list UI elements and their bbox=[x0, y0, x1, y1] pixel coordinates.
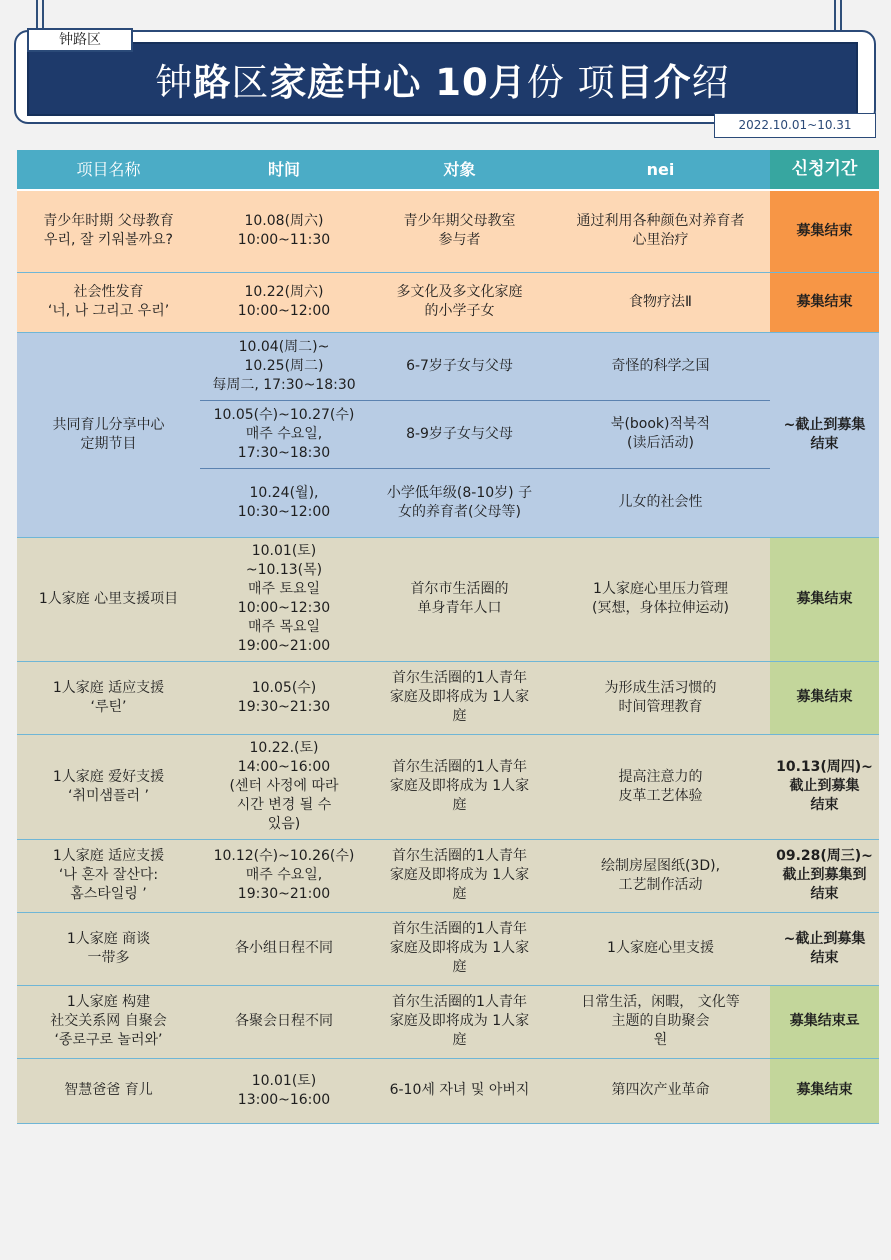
application-period-cell-line: ~截止到募集 bbox=[783, 416, 866, 433]
column-header-name: 项目名称 bbox=[17, 150, 200, 190]
program-target-cell-line: 庭 bbox=[452, 886, 467, 902]
frame-line-left-outer bbox=[36, 0, 38, 30]
program-content-cell-line: 儿女的社会性 bbox=[618, 494, 703, 510]
application-period-cell bbox=[770, 537, 879, 661]
application-period-cell bbox=[770, 734, 879, 839]
program-time-cell-line: 시간 변경 될 수 bbox=[236, 797, 332, 813]
program-content-cell-line: 心里治疗 bbox=[632, 232, 689, 249]
program-time-cell bbox=[200, 468, 368, 537]
program-time-cell-line: 13:00~16:00 bbox=[237, 1091, 331, 1108]
program-time-cell bbox=[200, 332, 368, 400]
program-content-cell-line: 日常生活，闲暇， 文化等 bbox=[581, 994, 740, 1010]
program-time-cell-line: 매주 수요일, bbox=[245, 425, 323, 442]
program-content-cell bbox=[551, 734, 770, 839]
frame-line-right-inner bbox=[840, 0, 842, 30]
application-period-cell-line: 募集结束 bbox=[796, 590, 853, 607]
program-content-cell-line: 为形成生活习惯的 bbox=[604, 679, 717, 696]
program-name-cell-line: ‘종로구로 놀러와’ bbox=[54, 1032, 163, 1048]
program-content-cell-line: 通过利用各种颜色对养育者 bbox=[576, 213, 745, 230]
table-row bbox=[17, 332, 879, 400]
title-part: 钟 bbox=[155, 61, 194, 104]
program-target-cell bbox=[368, 272, 551, 332]
table-row bbox=[17, 537, 879, 661]
program-content-cell-line: 工艺制作活动 bbox=[618, 876, 703, 893]
program-time-cell-line: 10:00~12:00 bbox=[237, 303, 331, 319]
frame-line-left-inner bbox=[42, 0, 44, 30]
program-time-cell-line: 各聚会日程不同 bbox=[235, 1013, 333, 1029]
program-content-cell-line: 奇怪的科学之国 bbox=[611, 357, 710, 374]
title-part: 绍 bbox=[691, 61, 730, 104]
program-target-cell-line: 青少年期父母教室 bbox=[403, 213, 516, 230]
program-content-cell-line: 主题的自助聚会 bbox=[611, 1013, 710, 1029]
program-name-cell bbox=[17, 332, 200, 537]
table-row bbox=[17, 912, 879, 985]
table-row bbox=[17, 1058, 879, 1123]
program-content-cell bbox=[551, 190, 770, 272]
program-time-cell-line: 10:30~12:00 bbox=[237, 503, 331, 520]
program-time-cell-line: 10.24(월), bbox=[249, 484, 319, 501]
program-content-cell bbox=[551, 400, 770, 468]
program-target-cell-line: 首尔生活圈的1人青年 bbox=[392, 994, 527, 1010]
program-content-cell bbox=[551, 537, 770, 661]
program-target-cell-line: 小学低年级(8-10岁) 子 bbox=[386, 484, 533, 501]
program-content-cell bbox=[551, 985, 770, 1058]
program-content-cell bbox=[551, 272, 770, 332]
application-period-cell bbox=[770, 332, 879, 537]
program-target-cell-line: 8-9岁子女与父母 bbox=[406, 425, 513, 442]
application-period-cell-line: 10.13(周四)~ bbox=[776, 759, 873, 775]
program-time-cell-line: 10.08(周六) bbox=[244, 213, 324, 230]
program-time-cell-line: ~10.13(목) bbox=[245, 562, 323, 578]
program-content-cell bbox=[551, 1058, 770, 1123]
program-content-cell-line: 1人家庭心里支援 bbox=[607, 940, 714, 956]
program-name-cell-line: 定期节目 bbox=[80, 435, 137, 452]
application-period-cell-line: 募集结束 bbox=[796, 689, 853, 705]
title-part: 路 bbox=[193, 61, 232, 104]
program-time-cell-line: 10.22.(토) bbox=[249, 740, 319, 756]
application-period-cell-line: 结束 bbox=[810, 435, 839, 452]
program-name-cell bbox=[17, 190, 200, 272]
program-time-cell-line: 10:00~11:30 bbox=[237, 232, 331, 249]
program-time-cell-line: 10.25(周二) bbox=[244, 357, 324, 374]
program-time-cell-line: 10.12(수)~10.26(수) bbox=[213, 848, 355, 864]
table-row bbox=[17, 272, 879, 332]
application-period-cell-line: 募集结束 bbox=[796, 293, 853, 310]
title-part: 目介 bbox=[615, 61, 692, 104]
application-period-cell-line: 募集结束 bbox=[796, 222, 853, 239]
program-target-cell-line: 多文化及多文化家庭 bbox=[396, 284, 523, 300]
application-period-cell bbox=[770, 839, 879, 912]
program-target-cell-line: 庭 bbox=[452, 708, 467, 724]
program-content-cell bbox=[551, 332, 770, 400]
program-time-cell-line: 14:00~16:00 bbox=[237, 759, 331, 775]
table-row bbox=[17, 661, 879, 734]
program-name-cell bbox=[17, 912, 200, 985]
program-target-cell bbox=[368, 468, 551, 537]
program-target-cell bbox=[368, 400, 551, 468]
program-content-cell bbox=[551, 839, 770, 912]
program-name-cell-line: 우리, 잘 키워볼까요? bbox=[44, 232, 173, 249]
program-time-cell-line: 19:00~21:00 bbox=[237, 638, 331, 654]
program-name-cell-line: ‘나 혼자 잘산다: bbox=[58, 867, 159, 883]
program-target-cell-line: 家庭及即将成为 1人家 bbox=[389, 778, 530, 794]
program-content-cell bbox=[551, 912, 770, 985]
program-name-cell-line: 1人家庭 爱好支援 bbox=[52, 768, 165, 785]
column-header-time: 时间 bbox=[200, 150, 368, 190]
program-content-cell-line: 皮革工艺体验 bbox=[618, 787, 703, 804]
program-target-cell-line: 女的养育者(父母等) bbox=[398, 503, 521, 520]
program-target-cell-line: 庭 bbox=[452, 959, 467, 975]
program-target-cell-line: 庭 bbox=[452, 797, 467, 813]
program-name-cell bbox=[17, 985, 200, 1058]
program-target-cell-line: 首尔生活圈的1人青年 bbox=[392, 759, 527, 775]
application-period-cell-line: 截止到募集 bbox=[789, 778, 860, 794]
title-part: 家庭中心 10月 bbox=[269, 61, 527, 104]
program-time-cell-line: 19:30~21:00 bbox=[237, 886, 331, 902]
program-content-cell-line: (读后活动) bbox=[627, 435, 694, 451]
title-part: 区 bbox=[231, 61, 270, 104]
program-time-cell bbox=[200, 537, 368, 661]
program-time-cell-line: 19:30~21:30 bbox=[237, 698, 331, 715]
table-row bbox=[17, 734, 879, 839]
program-name-cell bbox=[17, 272, 200, 332]
program-name-cell-line: 青少年时期 父母教育 bbox=[43, 213, 174, 230]
application-period-cell-line: 截止到募集到 bbox=[782, 867, 867, 883]
program-content-cell-line: (冥想，身体拉伸运动) bbox=[592, 600, 729, 616]
application-period-cell-line: ~截止到募集 bbox=[783, 930, 866, 947]
program-content-cell-line: 时间管理教育 bbox=[618, 698, 703, 715]
program-target-cell bbox=[368, 1058, 551, 1123]
program-target-cell-line: 首尔生活圈的1人青年 bbox=[392, 921, 527, 937]
application-period-cell-line: 募集结束 bbox=[796, 1082, 853, 1098]
program-name-cell-line: ‘취미샘플러 ’ bbox=[68, 787, 149, 804]
program-name-cell-line: 1人家庭 适应支援 bbox=[52, 848, 165, 864]
program-target-cell-line: 庭 bbox=[452, 1032, 467, 1048]
program-target-cell-line: 的小学子女 bbox=[424, 303, 495, 319]
program-target-cell bbox=[368, 912, 551, 985]
program-target-cell-line: 6-7岁子女与父母 bbox=[406, 357, 513, 374]
program-target-cell bbox=[368, 332, 551, 400]
program-time-cell-line: 10.05(수)~10.27(수) bbox=[213, 406, 355, 423]
program-target-cell bbox=[368, 734, 551, 839]
program-name-cell-line: 1人家庭 心里支援项目 bbox=[38, 590, 179, 607]
program-name-cell-line: ‘너, 나 그리고 우리’ bbox=[47, 303, 170, 319]
program-time-cell bbox=[200, 661, 368, 734]
program-time-cell-line: 매주 목요일 bbox=[247, 619, 321, 635]
program-target-cell-line: 首尔生活圈的1人青年 bbox=[392, 670, 527, 686]
program-time-cell bbox=[200, 272, 368, 332]
program-target-cell bbox=[368, 661, 551, 734]
program-time-cell-line: 있음) bbox=[267, 816, 301, 832]
program-time-cell bbox=[200, 1058, 368, 1123]
application-period-cell-line: 结束 bbox=[810, 797, 839, 813]
program-time-cell-line: 10.22(周六) bbox=[244, 284, 324, 300]
program-time-cell bbox=[200, 839, 368, 912]
program-name-cell-line: 智慧爸爸 育儿 bbox=[64, 1082, 153, 1098]
program-time-cell bbox=[200, 912, 368, 985]
program-name-cell bbox=[17, 537, 200, 661]
application-period-cell bbox=[770, 1058, 879, 1123]
program-content-cell-line: 绘制房屋图纸(3D), bbox=[600, 857, 721, 874]
program-target-cell-line: 家庭及即将成为 1人家 bbox=[389, 867, 530, 883]
table-row bbox=[17, 839, 879, 912]
program-target-cell-line: 家庭及即将成为 1人家 bbox=[389, 1013, 530, 1029]
application-period-cell-line: 募集结束료 bbox=[789, 1013, 860, 1029]
program-time-cell-line: 매주 수요일, bbox=[245, 867, 323, 883]
application-period-cell-line: 结束 bbox=[810, 886, 839, 902]
table-row bbox=[17, 985, 879, 1058]
program-content-cell-line: 원 bbox=[653, 1032, 668, 1048]
application-period-cell bbox=[770, 190, 879, 272]
program-target-cell-line: 家庭及即将成为 1人家 bbox=[389, 689, 530, 705]
date-range: 2022.10.01~10.31 bbox=[714, 113, 876, 138]
application-period-cell bbox=[770, 272, 879, 332]
program-name-cell-line: 1人家庭 构建 bbox=[66, 994, 151, 1010]
program-target-cell-line: 家庭及即将成为 1人家 bbox=[389, 940, 530, 956]
program-target-cell-line: 参与者 bbox=[438, 232, 481, 249]
program-content-cell bbox=[551, 661, 770, 734]
program-target-cell-line: 6-10세 자녀 및 아버지 bbox=[389, 1082, 530, 1098]
program-time-cell bbox=[200, 734, 368, 839]
region-label: 钟路区 bbox=[27, 28, 133, 52]
program-time-cell-line: 每周二, 17:30~18:30 bbox=[212, 376, 356, 393]
program-time-cell bbox=[200, 190, 368, 272]
application-period-cell bbox=[770, 985, 879, 1058]
program-content-cell-line: 북(book)적북적 bbox=[610, 416, 711, 432]
title-part: 份 项 bbox=[526, 61, 616, 104]
program-name-cell-line: 一带多 bbox=[87, 949, 130, 966]
program-time-cell-line: 10.04(周二)~ bbox=[238, 338, 330, 355]
program-time-cell bbox=[200, 985, 368, 1058]
program-target-cell bbox=[368, 190, 551, 272]
program-time-cell-line: 매주 토요일 bbox=[247, 581, 321, 597]
application-period-cell bbox=[770, 912, 879, 985]
program-time-cell-line: 17:30~18:30 bbox=[237, 444, 331, 461]
program-time-cell-line: 10.01(토) bbox=[251, 1072, 317, 1089]
program-name-cell bbox=[17, 1058, 200, 1123]
program-content-cell-line: 食物疗法Ⅱ bbox=[629, 293, 692, 310]
program-target-cell-line: 首尔市生活圈的 bbox=[410, 581, 509, 597]
column-header-target: 对象 bbox=[368, 150, 551, 190]
column-header-period: 신청기간 bbox=[770, 150, 879, 190]
program-table bbox=[17, 150, 879, 1124]
application-period-cell-line: 结束 bbox=[810, 949, 839, 966]
table-header-row bbox=[17, 150, 879, 190]
program-name-cell bbox=[17, 734, 200, 839]
program-name-cell-line: 共同育儿分享中心 bbox=[52, 416, 165, 433]
program-content-cell-line: 第四次产业革命 bbox=[611, 1082, 710, 1098]
program-time-cell bbox=[200, 400, 368, 468]
application-period-cell bbox=[770, 661, 879, 734]
program-name-cell-line: ‘루틴’ bbox=[90, 698, 127, 715]
program-name-cell-line: 1人家庭 适应支援 bbox=[52, 679, 165, 696]
program-name-cell-line: 홈스타일링 ’ bbox=[70, 886, 147, 902]
program-target-cell bbox=[368, 537, 551, 661]
program-name-cell-line: 社交关系网 自聚会 bbox=[50, 1013, 167, 1029]
program-content-cell bbox=[551, 468, 770, 537]
program-time-cell-line: (센터 사정에 따라 bbox=[229, 778, 339, 794]
program-time-cell-line: 10:00~12:30 bbox=[237, 600, 331, 616]
program-name-cell-line: 社会性发育 bbox=[73, 284, 144, 300]
program-time-cell-line: 各小组日程不同 bbox=[235, 940, 333, 956]
page-title bbox=[27, 42, 858, 116]
program-target-cell bbox=[368, 985, 551, 1058]
program-content-cell-line: 提高注意力的 bbox=[618, 768, 703, 785]
column-header-content: nei bbox=[551, 150, 770, 190]
program-name-cell bbox=[17, 839, 200, 912]
application-period-cell-line: 09.28(周三)~ bbox=[776, 848, 873, 864]
program-name-cell-line: 1人家庭 商谈 bbox=[66, 930, 151, 947]
table-row bbox=[17, 190, 879, 272]
program-target-cell-line: 首尔生活圈的1人青年 bbox=[392, 848, 527, 864]
program-time-cell-line: 10.01(토) bbox=[251, 543, 317, 559]
frame-line-right-outer bbox=[834, 0, 836, 30]
program-content-cell-line: 1人家庭心里压力管理 bbox=[593, 581, 728, 597]
program-target-cell-line: 单身青年人口 bbox=[417, 600, 502, 616]
program-time-cell-line: 10.05(수) bbox=[251, 679, 317, 696]
program-name-cell bbox=[17, 661, 200, 734]
program-target-cell bbox=[368, 839, 551, 912]
